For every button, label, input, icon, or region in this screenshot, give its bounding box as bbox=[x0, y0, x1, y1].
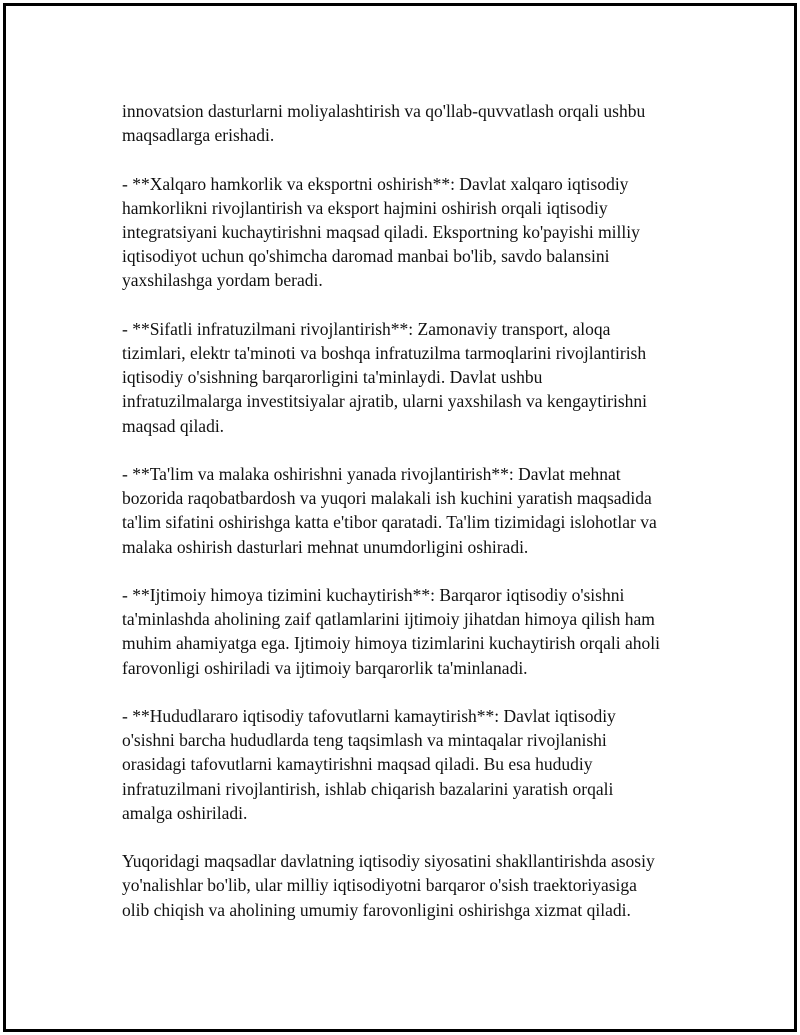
paragraph-education: - **Ta'lim va malaka oshirishni yanada rivojlantirish**: Davlat mehnat bozorida raqobatbardosh va yuqori malakali ish kuchini yaratish maqsadida ta'lim sifatini oshirishga katta e'tibor qaratadi. Ta'lim tizimidagi islohotlar va malaka oshirish dasturlari mehnat unumdorligini oshiradi. bbox=[122, 464, 657, 557]
paragraph-infrastructure: - **Sifatli infratuzilmani rivojlantirish**: Zamonaviy transport, aloqa tizimlari, elektr ta'minoti va boshqa infratuzilma tarmoqlarini rivojlantirish iqtisodiy o'sishning barqarorligini ta'minlaydi. Davlat ushbu infratuzilmalarga investitsiyalar ajratib, ularni yaxshilash va kengaytirishni maqsad qiladi. bbox=[122, 318, 648, 436]
paragraph-social-protection: - **Ijtimoiy himoya tizimini kuchaytirish**: Barqaror iqtisodiy o'sishni ta'minlashda aholining zaif qatlamlarini ijtimoiy jihatdan himoya qilish ham muhim ahamiyatga ega. Ijtimoiy himoya tizimlarini kuchaytirish orqali aholi farovonligi oshiriladi va ijtimoiy barqarorlik ta'minlanadi. bbox=[122, 585, 660, 678]
page-frame bbox=[3, 3, 797, 1032]
paragraph-regional-disparities: - **Hududlararo iqtisodiy tafovutlarni kamaytirish**: Davlat iqtisodiy o'sishni barcha hududlarda teng taqsimlash va mintaqalar rivojlanishi orasidagi tafovutlarni kamaytirishni maqsad qiladi. Bu esa hududiy infratuzilmani rivojlantirish, ishlab chiqarish bazalarini yaratish orqali amalga oshiriladi. bbox=[122, 706, 616, 823]
paragraph-intro-continuation: innovatsion dasturlarni moliyalashtirish va qo'llab-quvvatlash orqali ushbu maqsadlarga erishadi. bbox=[122, 101, 646, 146]
paragraph-international-cooperation: - **Xalqaro hamkorlik va eksportni oshirish**: Davlat xalqaro iqtisodiy hamkorlikni rivojlantirish va eksport hajmini oshirish orqali iqtisodiy integratsiyani kuchaytirishni maqsad qiladi. Eksportning ko'payishi milliy iqtisodiyot uchun qo'shimcha daromad manbai bo'lib, savdo balansini yaxshilashga yordam beradi. bbox=[122, 173, 640, 291]
paragraph-conclusion: Yuqoridagi maqsadlar davlatning iqtisodiy siyosatini shakllantirishda asosiy yo'nalishlar bo'lib, ular milliy iqtisodiyotni barqaror o'sish traektoriyasiga olib chiqish va aholining umumiy farovonligini oshirishga xizmat qiladi. bbox=[122, 851, 655, 920]
document-body bbox=[122, 99, 712, 946]
